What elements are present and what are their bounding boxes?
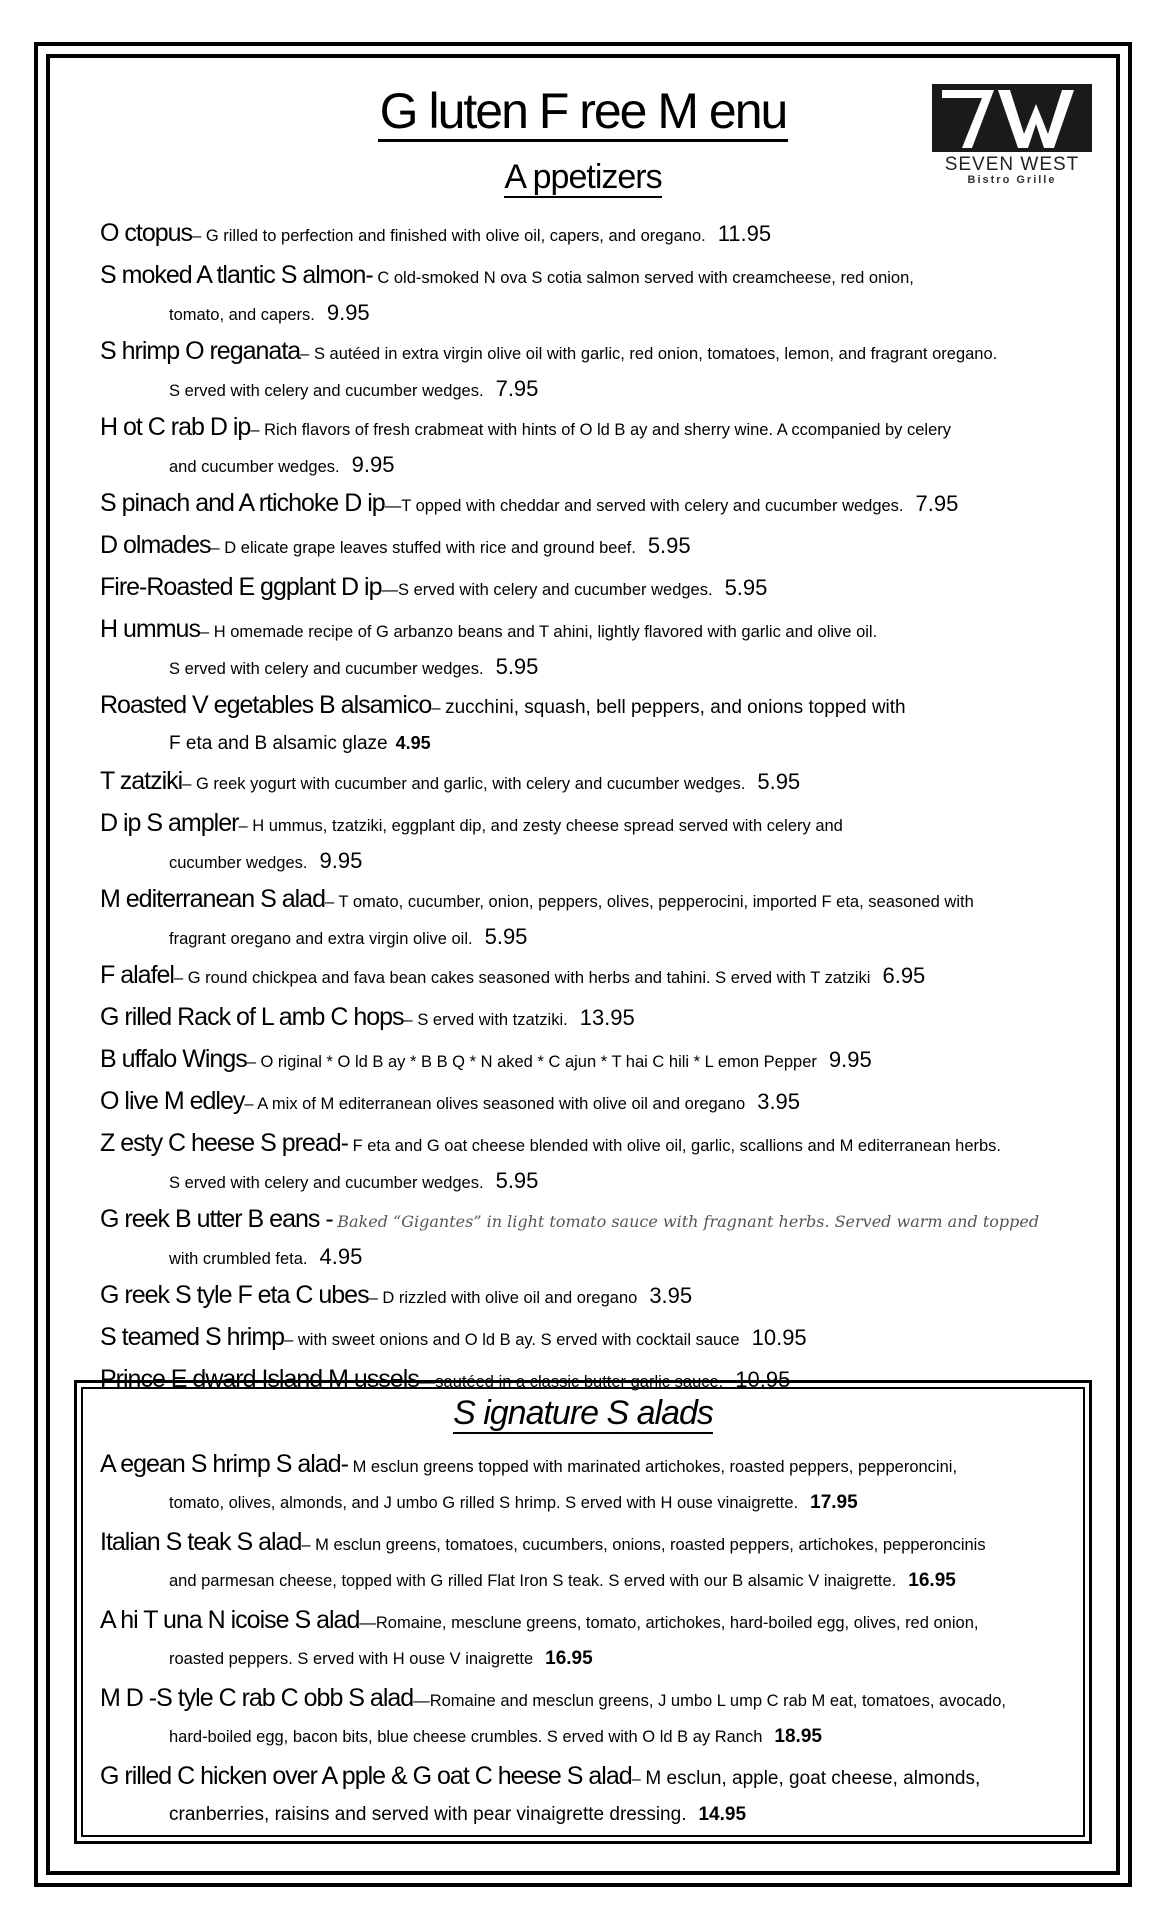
item-price: 5.95 bbox=[495, 654, 539, 679]
item-name: G rilled Rack of L amb C hops bbox=[100, 1003, 404, 1031]
menu-item bbox=[100, 684, 1090, 760]
item-name: Z esty C heese S pread- bbox=[100, 1129, 348, 1157]
item-description: H ummus, tzatziki, eggplant dip, and zesty cheese spread served with celery and bbox=[252, 817, 843, 835]
item-line bbox=[100, 1316, 1090, 1358]
item-description-continued: fragrant oregano and extra virgin olive oil. bbox=[169, 930, 473, 948]
item-name: H ot C rab D ip bbox=[100, 413, 251, 441]
item-name: Roasted V egetables B alsamico bbox=[100, 691, 432, 719]
item-description: S erved with tzatziki. bbox=[417, 1011, 568, 1029]
item-line bbox=[100, 1524, 1090, 1560]
item-line-continued bbox=[100, 1240, 1090, 1274]
item-description: Romaine and mesclun greens, J umbo L ump C rab M eat, tomatoes, avocado, bbox=[429, 1692, 1006, 1710]
item-separator: – bbox=[173, 969, 188, 987]
item-line bbox=[100, 212, 1090, 254]
item-line bbox=[100, 566, 1090, 608]
item-line bbox=[100, 1680, 1090, 1716]
item-line-continued bbox=[100, 296, 1090, 330]
item-name: G reek B utter B eans - bbox=[100, 1205, 333, 1233]
item-line-continued bbox=[100, 1560, 1090, 1602]
item-separator: – bbox=[431, 699, 446, 717]
item-line-continued bbox=[100, 920, 1090, 954]
item-description: Baked “Gigantes” in light tomato sauce with fragnant herbs. Served warm and topped bbox=[337, 1212, 1040, 1231]
menu-item bbox=[100, 1080, 1090, 1122]
item-description: M esclun greens, tomatoes, cucumbers, onions, roasted peppers, artichokes, pepperoncinis bbox=[315, 1536, 986, 1554]
item-separator: – bbox=[403, 1011, 418, 1029]
logo-7w-icon bbox=[932, 84, 1092, 152]
item-line-continued bbox=[100, 448, 1090, 482]
item-line-continued bbox=[100, 844, 1090, 878]
logo-subtitle: Bistro Grille bbox=[967, 174, 1057, 186]
menu-item bbox=[100, 1680, 1090, 1758]
item-price: 17.95 bbox=[810, 1492, 858, 1513]
menu-item bbox=[100, 330, 1090, 406]
item-name: D ip S ampler bbox=[100, 809, 239, 837]
item-description: C old-smoked N ova S cotia salmon served with creamcheese, red onion, bbox=[377, 269, 914, 287]
item-line bbox=[100, 802, 1090, 844]
item-line bbox=[100, 254, 1090, 296]
item-line bbox=[100, 1274, 1090, 1316]
item-name: O live M edley bbox=[100, 1087, 245, 1115]
item-description: Romaine, mesclune greens, tomato, artichokes, hard-boiled egg, olives, red onion, bbox=[375, 1614, 979, 1632]
item-description: D rizzled with olive oil and oregano bbox=[382, 1289, 638, 1307]
item-line bbox=[100, 406, 1090, 448]
item-price: 5.95 bbox=[647, 533, 691, 558]
item-description: zucchini, squash, bell peppers, and onions topped with bbox=[445, 697, 906, 718]
item-price: 10.95 bbox=[751, 1325, 807, 1350]
item-name: S moked A tlantic S almon- bbox=[100, 261, 373, 289]
item-separator: – bbox=[244, 1095, 258, 1113]
menu-item bbox=[100, 1198, 1090, 1274]
item-price: 3.95 bbox=[649, 1283, 693, 1308]
menu-item bbox=[100, 1316, 1090, 1358]
appetizers-heading: A ppetizers bbox=[504, 158, 662, 196]
item-price: 13.95 bbox=[579, 1005, 635, 1030]
item-name: Prince E dward Island M ussels bbox=[100, 1365, 419, 1393]
item-price: 4.95 bbox=[395, 733, 431, 753]
item-description: with sweet onions and O ld B ay. S erved with cocktail sauce bbox=[297, 1331, 740, 1349]
item-description-continued: roasted peppers. S erved with H ouse V inaigrette bbox=[169, 1650, 534, 1668]
item-name: S hrimp O reganata bbox=[100, 337, 301, 365]
item-line-continued bbox=[100, 726, 1090, 760]
item-price: 9.95 bbox=[326, 300, 370, 325]
item-separator: — bbox=[384, 497, 402, 515]
item-name: Italian S teak S alad bbox=[100, 1528, 302, 1556]
menu-item bbox=[100, 996, 1090, 1038]
menu-item bbox=[100, 608, 1090, 684]
item-line bbox=[100, 524, 1090, 566]
item-price: 5.95 bbox=[495, 1168, 539, 1193]
item-description: Rich flavors of fresh crabmeat with hints of O ld B ay and sherry wine. A ccompanied by celery bbox=[264, 421, 952, 439]
item-description: D elicate grape leaves stuffed with rice and ground beef. bbox=[224, 539, 636, 557]
item-price: 9.95 bbox=[319, 848, 363, 873]
menu-item bbox=[100, 1038, 1090, 1080]
item-separator: – bbox=[182, 775, 196, 793]
item-price: 3.95 bbox=[757, 1089, 801, 1114]
item-price: 9.95 bbox=[351, 452, 395, 477]
item-line bbox=[100, 1038, 1090, 1080]
item-separator: – bbox=[210, 539, 225, 557]
item-price: 14.95 bbox=[698, 1804, 747, 1825]
item-description-continued: S erved with celery and cucumber wedges. bbox=[169, 382, 484, 400]
menu-item bbox=[100, 566, 1090, 608]
item-description-continued: S erved with celery and cucumber wedges. bbox=[169, 1174, 484, 1192]
item-name: A egean S hrimp S alad- bbox=[100, 1450, 348, 1478]
item-name: O ctopus bbox=[100, 219, 193, 247]
item-line-continued bbox=[100, 1794, 1090, 1836]
item-line bbox=[100, 1198, 1090, 1240]
item-line bbox=[100, 684, 1090, 726]
item-name: D olmades bbox=[100, 531, 211, 559]
item-line bbox=[100, 1446, 1090, 1482]
item-name: M editerranean S alad bbox=[100, 885, 325, 913]
menu-item bbox=[100, 1274, 1090, 1316]
item-price: 7.95 bbox=[495, 376, 539, 401]
menu-item bbox=[100, 524, 1090, 566]
item-description: S autéed in extra virgin olive oil with garlic, red onion, tomatoes, lemon, and fragrant oregano. bbox=[313, 345, 998, 363]
item-line bbox=[100, 1122, 1090, 1164]
item-price: 11.95 bbox=[717, 221, 772, 246]
item-line bbox=[100, 1080, 1090, 1122]
item-description: G round chickpea and fava bean cakes seasoned with herbs and tahini. S erved with T zatziki bbox=[187, 969, 871, 987]
item-description: F eta and G oat cheese blended with olive oil, garlic, scallions and M editerranean herbs. bbox=[352, 1137, 1002, 1155]
menu-item bbox=[100, 760, 1090, 802]
item-line bbox=[100, 1758, 1090, 1794]
item-price: 6.95 bbox=[882, 963, 926, 988]
item-price: 5.95 bbox=[757, 769, 801, 794]
item-separator: – bbox=[631, 1770, 646, 1788]
item-description-continued: F eta and B alsamic glaze bbox=[169, 733, 388, 754]
item-description: G rilled to perfection and finished with olive oil, capers, and oregano. bbox=[205, 227, 706, 245]
item-description: M esclun, apple, goat cheese, almonds, bbox=[645, 1768, 981, 1789]
item-separator: – bbox=[284, 1331, 298, 1349]
item-price: 5.95 bbox=[484, 924, 528, 949]
menu-item bbox=[100, 1524, 1090, 1602]
item-description-continued: and cucumber wedges. bbox=[169, 458, 340, 476]
item-price: 16.95 bbox=[908, 1570, 956, 1591]
item-line-continued bbox=[100, 1164, 1090, 1198]
item-description: T omato, cucumber, onion, peppers, olives, pepperocini, imported F eta, seasoned with bbox=[338, 893, 974, 911]
item-line bbox=[100, 482, 1090, 524]
menu-item bbox=[100, 1602, 1090, 1680]
menu-item bbox=[100, 954, 1090, 996]
item-separator: – bbox=[324, 893, 339, 911]
item-price: 18.95 bbox=[774, 1726, 822, 1747]
item-description-continued: cranberries, raisins and served with pear vinaigrette dressing. bbox=[169, 1804, 687, 1825]
item-description-continued: with crumbled feta. bbox=[169, 1250, 308, 1268]
item-description: H omemade recipe of G arbanzo beans and T ahini, lightly flavored with garlic and olive oil. bbox=[213, 623, 878, 641]
item-description: sautéed in a classic butter garlic sauce. bbox=[435, 1373, 724, 1391]
item-description-continued: tomato, and capers. bbox=[169, 306, 315, 324]
item-separator: — bbox=[381, 581, 398, 599]
item-line bbox=[100, 996, 1090, 1038]
item-separator: – bbox=[300, 345, 314, 363]
menu-item bbox=[100, 406, 1090, 482]
menu-title: G luten F ree M enu bbox=[0, 82, 1166, 140]
item-separator: — bbox=[413, 1692, 430, 1710]
item-name: S teamed S hrimp bbox=[100, 1323, 285, 1351]
item-price: 4.95 bbox=[319, 1244, 363, 1269]
appetizers-list bbox=[100, 212, 1090, 1400]
item-name: F alafel bbox=[100, 961, 174, 989]
salads-list bbox=[100, 1446, 1090, 1836]
item-line-continued bbox=[100, 650, 1090, 684]
item-price: 9.95 bbox=[828, 1047, 872, 1072]
item-line-continued bbox=[100, 1638, 1090, 1680]
menu-item bbox=[100, 482, 1090, 524]
item-separator: – bbox=[301, 1536, 316, 1554]
item-description-continued: cucumber wedges. bbox=[169, 854, 308, 872]
item-name: T zatziki bbox=[100, 767, 183, 795]
item-line-continued bbox=[100, 1716, 1090, 1758]
item-line bbox=[100, 608, 1090, 650]
item-name: B uffalo Wings bbox=[100, 1045, 247, 1073]
item-description: A mix of M editerranean olives seasoned with olive oil and oregano bbox=[257, 1095, 746, 1113]
item-name: G reek S tyle F eta C ubes bbox=[100, 1281, 369, 1309]
item-line bbox=[100, 878, 1090, 920]
menu-item bbox=[100, 878, 1090, 954]
menu-item bbox=[100, 1122, 1090, 1198]
item-price: 16.95 bbox=[545, 1648, 593, 1669]
menu-item bbox=[100, 212, 1090, 254]
logo-mark bbox=[932, 84, 1092, 152]
menu-item bbox=[100, 1758, 1090, 1836]
item-separator: – bbox=[246, 1053, 261, 1071]
logo-name: SEVEN WEST bbox=[944, 154, 1080, 175]
item-name: S pinach and A rtichoke D ip bbox=[100, 489, 385, 517]
item-description: O riginal * O ld B ay * B B Q * N aked * C ajun * T hai C hili * L emon Pepper bbox=[260, 1053, 817, 1071]
item-separator: – bbox=[199, 623, 214, 641]
item-line-continued bbox=[100, 1482, 1090, 1524]
item-description: T opped with cheddar and served with celery and cucumber wedges. bbox=[401, 497, 904, 515]
item-description: G reek yogurt with cucumber and garlic, with celery and cucumber wedges. bbox=[196, 775, 746, 793]
item-description-continued: S erved with celery and cucumber wedges. bbox=[169, 660, 484, 678]
item-separator: – bbox=[238, 817, 253, 835]
salads-heading: S ignature S alads bbox=[453, 1394, 713, 1432]
item-separator: — bbox=[359, 1614, 376, 1632]
item-separator: — bbox=[418, 1373, 436, 1391]
menu-item bbox=[100, 254, 1090, 330]
item-description: S erved with celery and cucumber wedges. bbox=[397, 581, 713, 599]
item-name: H ummus bbox=[100, 615, 200, 643]
item-description: M esclun greens topped with marinated artichokes, roasted peppers, pepperoncini, bbox=[352, 1458, 958, 1476]
item-line bbox=[100, 330, 1090, 372]
item-description-continued: tomato, olives, almonds, and J umbo G rilled S hrimp. S erved with H ouse vinaigrette. bbox=[169, 1494, 799, 1512]
item-separator: – bbox=[368, 1289, 383, 1307]
menu-item bbox=[100, 802, 1090, 878]
item-description-continued: and parmesan cheese, topped with G rilled Flat Iron S teak. S erved with our B alsamic V inaigrette. bbox=[169, 1572, 897, 1590]
item-name: G rilled C hicken over A pple & G oat C heese S alad bbox=[100, 1762, 632, 1790]
item-line bbox=[100, 1602, 1090, 1638]
item-line-continued bbox=[100, 372, 1090, 406]
item-description-continued: hard-boiled egg, bacon bits, blue cheese crumbles. S erved with O ld B ay Ranch bbox=[169, 1728, 763, 1746]
item-separator: – bbox=[250, 421, 265, 439]
item-name: M D -S tyle C rab C obb S alad bbox=[100, 1684, 414, 1712]
item-name: Fire-Roasted E ggplant D ip bbox=[100, 573, 382, 601]
item-name: A hi T una N icoise S alad bbox=[100, 1606, 360, 1634]
item-price: 7.95 bbox=[915, 491, 959, 516]
item-price: 10.95 bbox=[735, 1367, 791, 1392]
item-line bbox=[100, 954, 1090, 996]
item-line bbox=[100, 760, 1090, 802]
item-price: 5.95 bbox=[724, 575, 768, 600]
menu-item bbox=[100, 1446, 1090, 1524]
item-separator: – bbox=[192, 227, 206, 245]
